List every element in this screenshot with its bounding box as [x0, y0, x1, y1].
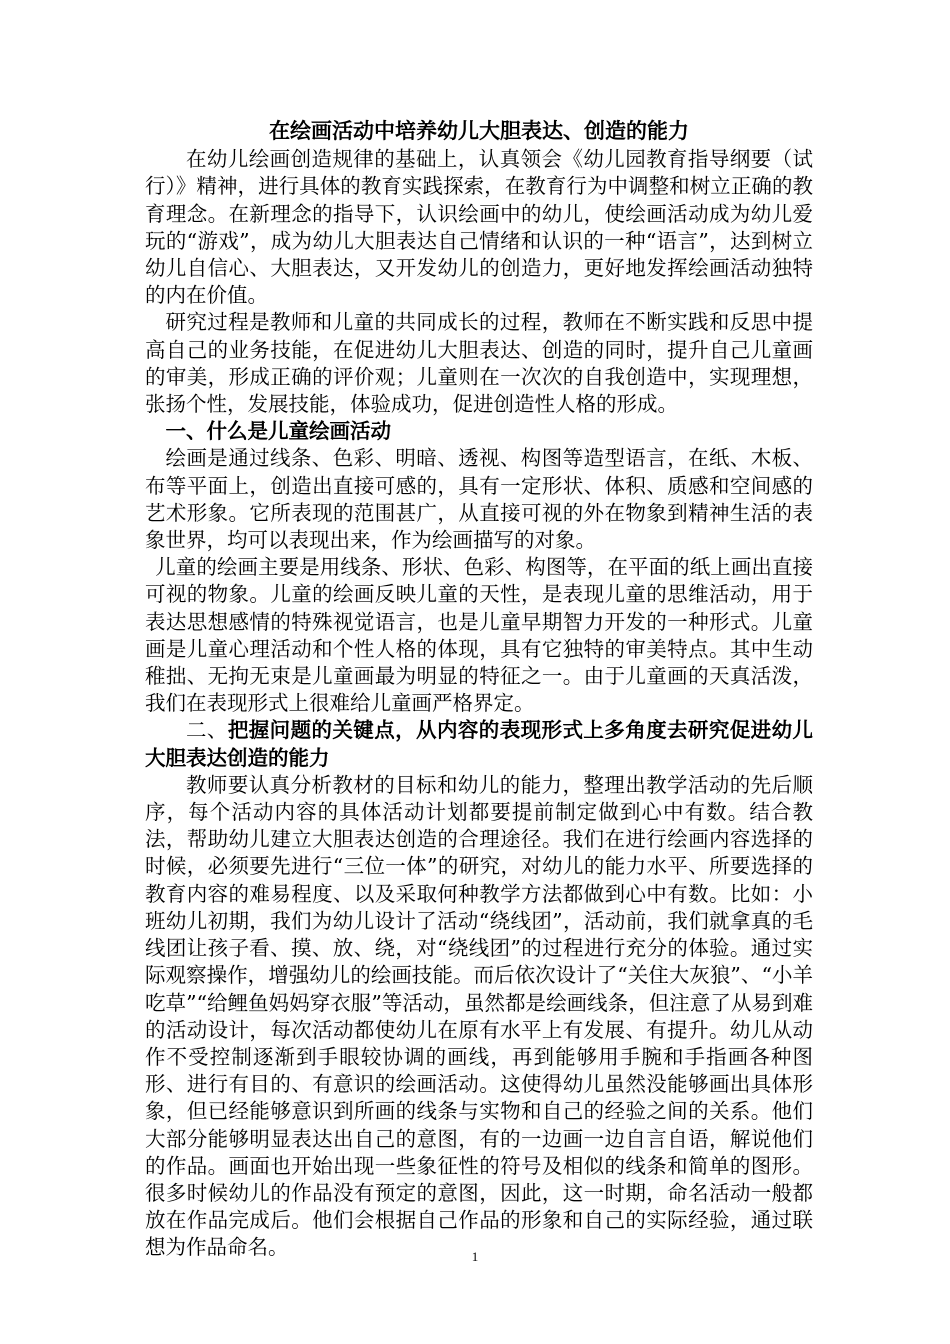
document-title: 在绘画活动中培养幼儿大胆表达、创造的能力 — [269, 119, 689, 143]
intro-paragraph-2: 研究过程是教师和儿童的共同成长的过程，教师在不断实践和反思中提高自己的业务技能，在促进幼儿大胆表达、创造的同时，提升自己儿童画的审美，形成正确的评价观；儿童则在一次次的自我创造中，实现理想，张扬个性，发展技能，体验成功，促进创造性人格的形成。 — [145, 310, 813, 417]
section-2-heading — [145, 717, 813, 771]
section-2-heading-prefix: 二、 — [186, 718, 228, 743]
section-1-heading: 一、什么是儿童绘画活动 — [165, 419, 391, 444]
section-1-paragraph-1: 绘画是通过线条、色彩、明暗、透视、构图等造型语言，在纸、木板、布等平面上，创造出直接可感的，具有一定形状、体积、质感和空间感的艺术形象。它所表现的范围甚广，从直接可视的外在物象到精神生活的表象世界，均可以表现出来，作为绘画描写的对象。 — [145, 446, 813, 553]
section-2-heading-text: 把握问题的关键点，从内容的表现形式上多角度去研究促进幼儿大胆表达创造的能力 — [145, 718, 813, 770]
document-body — [145, 118, 813, 1262]
intro-paragraph-1: 在幼儿绘画创造规律的基础上，认真领会《幼儿园教育指导纲要（试行）》精神，进行具体的教育实践探索，在教育行为中调整和树立正确的教育理念。在新理念的指导下，认识绘画中的幼儿，使绘画活动成为幼儿爱玩的“游戏”，成为幼儿大胆表达自己情绪和认识的一种“语言”，达到树立幼儿自信心、大胆表达，又开发幼儿的创造力，更好地发挥绘画活动独特的内在价值。 — [145, 147, 813, 308]
section-2-paragraph-1: 教师要认真分析教材的目标和幼儿的能力，整理出教学活动的先后顺序，每个活动内容的具体活动计划都要提前制定做到心中有数。结合教法，帮助幼儿建立大胆表达创造的合理途径。我们在进行绘画内容选择的时候，必须要先进行“三位一体”的研究，对幼儿的能力水平、所要选择的教育内容的难易程度、以及采取何种教学方法都做到心中有数。比如：小班幼儿初期，我们为幼儿设计了活动“绕线团”，活动前，我们就拿真的毛线团让孩子看、摸、放、绕，对“绕线团”的过程进行充分的体验。通过实际观察操作，增强幼儿的绘画技能。而后依次设计了“关住大灰狼”、“小羊吃草”“给鲤鱼妈妈穿衣服”等活动，虽然都是绘画线条，但注意了从易到难的活动设计，每次活动都使幼儿在原有水平上有发展、有提升。幼儿从动作不受控制逐渐到手眼较协调的画线，再到能够用手腕和手指画各种图形、进行有目的、有意识的绘画活动。这使得幼儿虽然没能够画出具体形象，但已经能够意识到所画的线条与实物和自己的经验之间的关系。他们大部分能够明显表达出自己的意图，有的一边画一边自言自语，解说他们的作品。画面也开始出现一些象征性的符号及相似的线条和简单的图形。很多时候幼儿的作品没有预定的意图，因此，这一时期，命名活动一般都放在作品完成后。他们会根据自己作品的形象和自己的实际经验，通过联想为作品命名。 — [145, 772, 813, 1260]
page-number: 1 — [471, 1249, 479, 1264]
section-1-paragraph-2: 儿童的绘画主要是用线条、形状、色彩、构图等，在平面的纸上画出直接可视的物象。儿童的绘画反映儿童的天性，是表现儿童的思维活动，用于表达思想感情的特殊视觉语言，也是儿童早期智力开发的一种形式。儿童画是儿童心理活动和个性人格的体现，具有它独特的审美特点。其中生动稚拙、无拘无束是儿童画最为明显的特征之一。由于儿童画的天真活泼，我们在表现形式上很难给儿童画严格界定。 — [145, 555, 813, 716]
